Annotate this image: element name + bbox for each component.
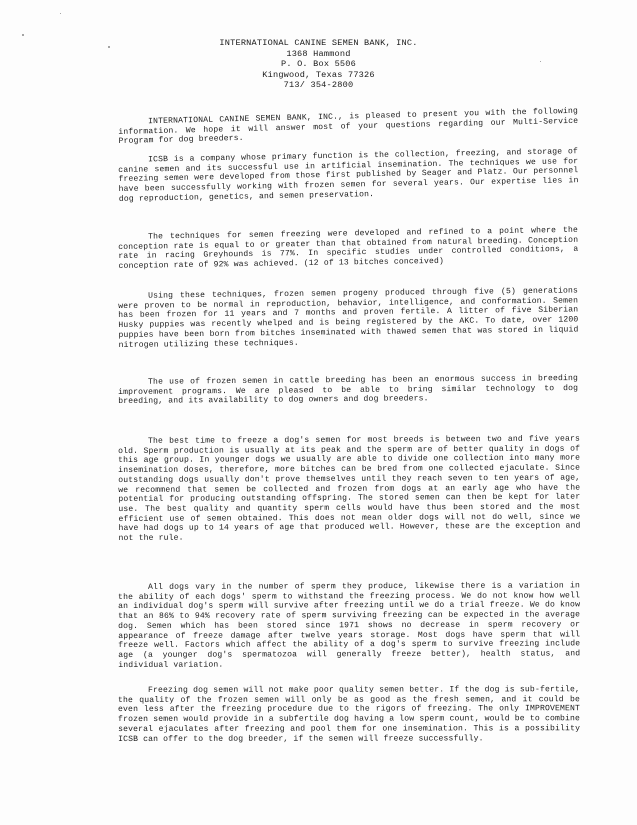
company-name: INTERNATIONAL CANINE SEMEN BANK, INC. xyxy=(219,38,418,48)
scan-speck xyxy=(60,13,61,14)
po-box: P. O. Box 5506 xyxy=(281,59,356,69)
best-time-paragraph: The best time to freeze a dog's semen for most breeds is between two and five years old. Sperm production is usually at its peak and the sperm are of better quality in dogs of this age group. In younger dogs we usually are able to divide one collection into many more insemination doses, therefore, more bitches can be bred from one collected ejaculate. Since outstanding dogs usually don't prove themselves until they reach seven to ten years of age, we recommend that semen be collected and frozen from dogs at an early age who have the potential for producing outstanding offspring. The stored semen can then be kept for later use. The best quality and quantity sperm cells would have thus been stored and the most efficient use of semen obtained. This does not mean older dogs will not do well, since we have had dogs up to 14 years of age that produced well. However, these are the exception and not the rule. xyxy=(118,434,581,544)
cattle-breeding-paragraph: The use of frozen semen in cattle breeding has been an enormous success in breeding improvement programs. We are pleased to be able to bring similar technology to dog breeding, and its availability to dog owners and dog breeders. xyxy=(118,373,579,407)
phone-number: 713/ 354-2800 xyxy=(283,80,354,90)
progeny-paragraph: Using these techniques, frozen semen progeny produced through five (5) generations were proven to be normal in reproduction, behavior, intelligence, and conformation. Semen has been frozen for 11 years and 7 months and proven fertile. A litter of five Siberian Husky puppies was recently whelped and is being registered by the AKC. To date, over 1200 puppies have been born from bitches inseminated with thawed semen that was stored in liquid nitrogen utilizing these techniques. xyxy=(118,286,579,350)
scan-speck xyxy=(22,34,24,36)
letterhead xyxy=(0,38,637,91)
city-state-zip: Kingwood, Texas 77326 xyxy=(262,69,375,80)
intro-paragraph: INTERNATIONAL CANINE SEMEN BANK, INC., is pleased to present you with the following information. We hope it will answer most of your questions regarding our Multi-Service Program for dog breeders. xyxy=(118,106,579,147)
street-address: 1368 Hammond xyxy=(286,48,351,59)
sperm-variation-paragraph: All dogs vary in the number of sperm they produce, likewise there is a variation in the ability of each dogs' sperm to withstand the freezing process. We do not know how well an individual dog's sperm will survive after freezing until we do a trial freeze. We do know that an 86% to 94% recovery rate of sperm surviving freezing can be expected in the average dog. Semen which has been stored since 1971 shows no decrease in sperm recovery or appearance of freeze damage after twelve years storage. Most dogs have sperm that will freeze well. Factors which affect the ability of a dog's sperm to survive freezing include age (a younger dog's spermatozoa will generally freeze better), health status, and individual variation. xyxy=(118,581,581,670)
company-function-paragraph: ICSB is a company whose primary function is the collection, freezing, and storage of canine semen and its successful use in artificial insemination. The techniques we use for freezing semen were developed from those first published by Seager and Platz. Our personnel have been successfully working with frozen semen for several years. Our expertise lies in dog reproduction, genetics, and semen preservation. xyxy=(118,147,579,204)
semen-quality-paragraph: Freezing dog semen will not make poor quality semen better. If the dog is sub-fertile, the quality of the frozen semen will only be as good as the fresh semen, and it could be even less after the freezing procedure due to the rigors of freezing. The only IMPROVEMENT frozen semen would provide in a subfertile dog having a low sperm count, would be to combine several ejaculates after freezing and pool them for one insemination. This is a possibility ICSB can offer to the dog breeder, if the semen will freeze successfully. xyxy=(118,685,581,744)
conception-rate-paragraph: The techniques for semen freezing were developed and refined to a point where the conception rate is equal to or greater than that obtained from natural breeding. Conception rate in racing Greyhounds is 77%. In specific studies under controlled conditions, a conception rate of 92% was achieved. (12 of 13 bitches conceived) xyxy=(118,225,579,272)
